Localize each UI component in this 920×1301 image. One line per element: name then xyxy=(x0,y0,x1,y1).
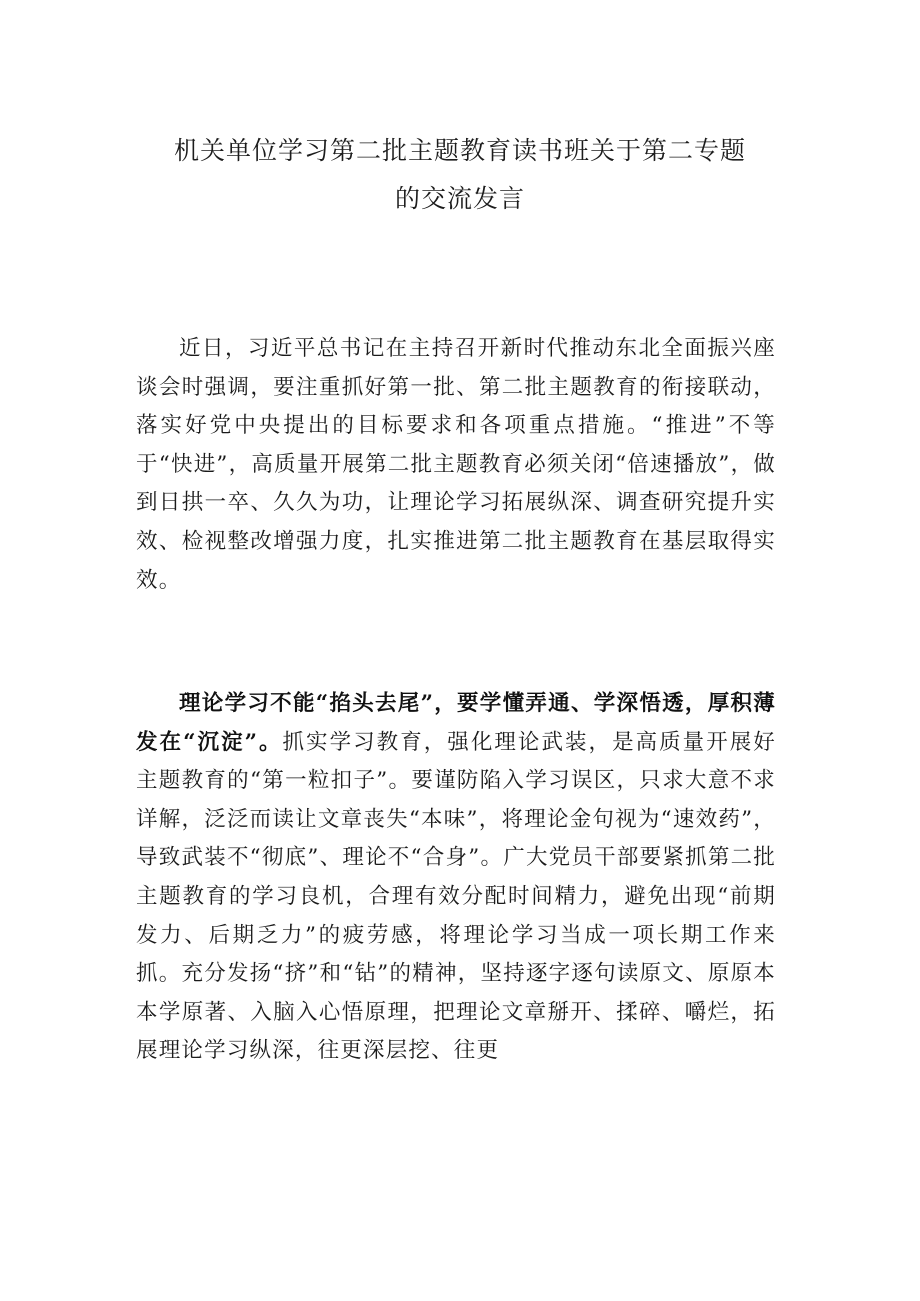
paragraph-intro: 近日，习近平总书记在主持召开新时代推动东北全面振兴座谈会时强调，要注重抓好第一批、第二批主题教育的衔接联动，落实好党中央提出的目标要求和各项重点措施。“推进”不等于“快进”，高质量开展第二批主题教育必须关闭“倍速播放”，做到日拱一卒、久久为功，让理论学习拓展纵深、调查研究提升实效、检视整改增强力度，扎实推进第二批主题教育在基层取得实效。 xyxy=(136,336,776,593)
document-title-line-1: 机关单位学习第二批主题教育读书班关于第二专题 xyxy=(173,136,746,165)
paragraph-lead-heading: 理论学习不能“掐头去尾”，要学懂弄通、学深悟透，厚积薄发在“沉淀”。 xyxy=(136,691,776,755)
paragraph-body-text: 抓实学习教育，强化理论武装，是高质量开展好主题教育的“第一粒扣子”。要谨防陷入学习误区，只求大意不求详解，泛泛而读让文章丧失“本味”，将理论金句视为“速效药”，导致武装不“彻底”、理论不“合身”。广大党员干部要紧抓第二批主题教育的学习良机，合理有效分配时间精力，避免出现“前期发力、后期乏力”的疲劳感，将理论学习当成一项长期工作来抓。充分发扬“挤”和“钻”的精神，坚持逐字逐句读原文、原原本本学原著、入脑入心悟原理，把理论文章掰开、揉碎、嚼烂，拓展理论学习纵深，往更深层挖、往更 xyxy=(136,729,777,1064)
paragraph-theory-study xyxy=(136,685,776,1071)
document-title-line-2: 的交流发言 xyxy=(394,184,525,213)
